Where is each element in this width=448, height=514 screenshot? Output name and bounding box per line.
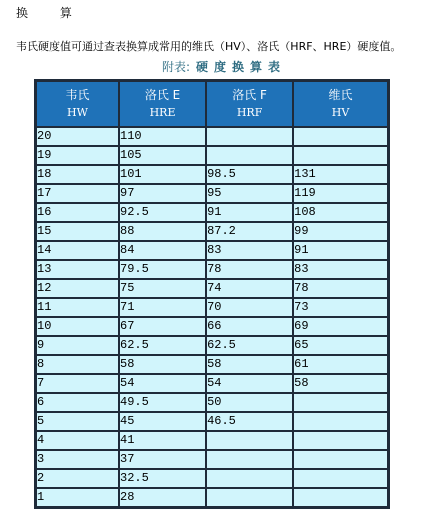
table-row: [36, 488, 388, 507]
table-row: [36, 222, 388, 241]
table-cell: 50: [206, 393, 293, 412]
table-cell: [206, 450, 293, 469]
table-cell: [293, 488, 388, 507]
table-row: [36, 412, 388, 431]
table-row: [36, 165, 388, 184]
table-cell: 70: [206, 298, 293, 317]
table-cell: 74: [206, 279, 293, 298]
table-cell: [206, 488, 293, 507]
table-cell: 16: [36, 203, 119, 222]
table-cell: 28: [119, 488, 206, 507]
table-cell: [293, 431, 388, 450]
table-cell: 69: [293, 317, 388, 336]
table-row: [36, 469, 388, 488]
table-row: [36, 260, 388, 279]
table-row: [36, 184, 388, 203]
table-cell: 105: [119, 146, 206, 165]
table-cell: 20: [36, 127, 119, 146]
table-cell: [206, 469, 293, 488]
table-cell: 65: [293, 336, 388, 355]
table-cell: 83: [293, 260, 388, 279]
caption-title: 硬度换算表: [196, 60, 287, 74]
header-hre: [119, 81, 206, 127]
table-caption: [0, 58, 448, 75]
table-cell: 99: [293, 222, 388, 241]
table-cell: 84: [119, 241, 206, 260]
header-hw: [36, 81, 119, 127]
header-hw-zh: 韦氏: [65, 88, 90, 102]
table-row: [36, 298, 388, 317]
table-cell: 66: [206, 317, 293, 336]
header-hrf-zh: 洛氏 F: [232, 88, 267, 102]
header-hv-zh: 维氏: [328, 88, 353, 102]
table-cell: 37: [119, 450, 206, 469]
table-cell: 54: [206, 374, 293, 393]
table-cell: 91: [293, 241, 388, 260]
table-row: [36, 336, 388, 355]
table-cell: 92.5: [119, 203, 206, 222]
table-cell: 19: [36, 146, 119, 165]
table-cell: 88: [119, 222, 206, 241]
table-cell: 58: [119, 355, 206, 374]
table-cell: 91: [206, 203, 293, 222]
table-cell: 54: [119, 374, 206, 393]
table-cell: 11: [36, 298, 119, 317]
table-cell: 2: [36, 469, 119, 488]
table-row: [36, 317, 388, 336]
caption-prefix: 附表:: [161, 60, 191, 74]
table-row: [36, 241, 388, 260]
table-row: [36, 146, 388, 165]
header-hv: [293, 81, 388, 127]
table-cell: 75: [119, 279, 206, 298]
table-cell: 1: [36, 488, 119, 507]
table-cell: 10: [36, 317, 119, 336]
header-hre-en: HRE: [149, 106, 176, 119]
table-cell: 41: [119, 431, 206, 450]
table-cell: 62.5: [119, 336, 206, 355]
table-cell: 97: [119, 184, 206, 203]
table-cell: 49.5: [119, 393, 206, 412]
table-row: [36, 279, 388, 298]
table-cell: 13: [36, 260, 119, 279]
table-cell: [206, 146, 293, 165]
table-cell: 110: [119, 127, 206, 146]
table-cell: 14: [36, 241, 119, 260]
table-cell: 61: [293, 355, 388, 374]
table-header-row: [36, 81, 388, 127]
table-cell: [293, 450, 388, 469]
table-cell: 62.5: [206, 336, 293, 355]
section-heading: 换 算: [16, 6, 86, 20]
table-cell: [293, 393, 388, 412]
table-cell: 15: [36, 222, 119, 241]
table-cell: 95: [206, 184, 293, 203]
table-cell: [293, 412, 388, 431]
intro-paragraph: 韦氏硬度值可通过查表换算成常用的维氏（HV）、洛氏（HRF、HRE）硬度值。: [16, 40, 402, 53]
table-cell: 131: [293, 165, 388, 184]
table-cell: 3: [36, 450, 119, 469]
table-cell: 79.5: [119, 260, 206, 279]
table-cell: 58: [293, 374, 388, 393]
table-cell: 6: [36, 393, 119, 412]
table-cell: 78: [206, 260, 293, 279]
table-cell: 87.2: [206, 222, 293, 241]
table-cell: 45: [119, 412, 206, 431]
table-cell: 73: [293, 298, 388, 317]
table-row: [36, 393, 388, 412]
table-cell: 5: [36, 412, 119, 431]
table-cell: 18: [36, 165, 119, 184]
table-cell: 71: [119, 298, 206, 317]
table-body: [36, 127, 388, 507]
table-cell: 7: [36, 374, 119, 393]
table-cell: [293, 469, 388, 488]
table-cell: 9: [36, 336, 119, 355]
table-cell: 78: [293, 279, 388, 298]
table-cell: 8: [36, 355, 119, 374]
table-cell: 67: [119, 317, 206, 336]
table-cell: 83: [206, 241, 293, 260]
table-row: [36, 450, 388, 469]
table-row: [36, 127, 388, 146]
table-cell: 119: [293, 184, 388, 203]
table-cell: 12: [36, 279, 119, 298]
table-cell: [293, 127, 388, 146]
header-hv-en: HV: [331, 106, 350, 119]
header-hrf-en: HRF: [236, 106, 263, 119]
table-row: [36, 203, 388, 222]
header-hre-zh: 洛氏 E: [144, 88, 181, 102]
table-row: [36, 374, 388, 393]
table-cell: [206, 127, 293, 146]
header-hrf: [206, 81, 293, 127]
table-cell: 17: [36, 184, 119, 203]
table-cell: [293, 146, 388, 165]
header-hw-en: HW: [67, 106, 88, 119]
table-row: [36, 431, 388, 450]
table-cell: 101: [119, 165, 206, 184]
table-cell: 46.5: [206, 412, 293, 431]
table-cell: 32.5: [119, 469, 206, 488]
table-cell: 4: [36, 431, 119, 450]
table-cell: 58: [206, 355, 293, 374]
table-cell: [206, 431, 293, 450]
table-cell: 108: [293, 203, 388, 222]
table-row: [36, 355, 388, 374]
table-cell: 98.5: [206, 165, 293, 184]
hardness-conversion-table: [34, 79, 390, 509]
